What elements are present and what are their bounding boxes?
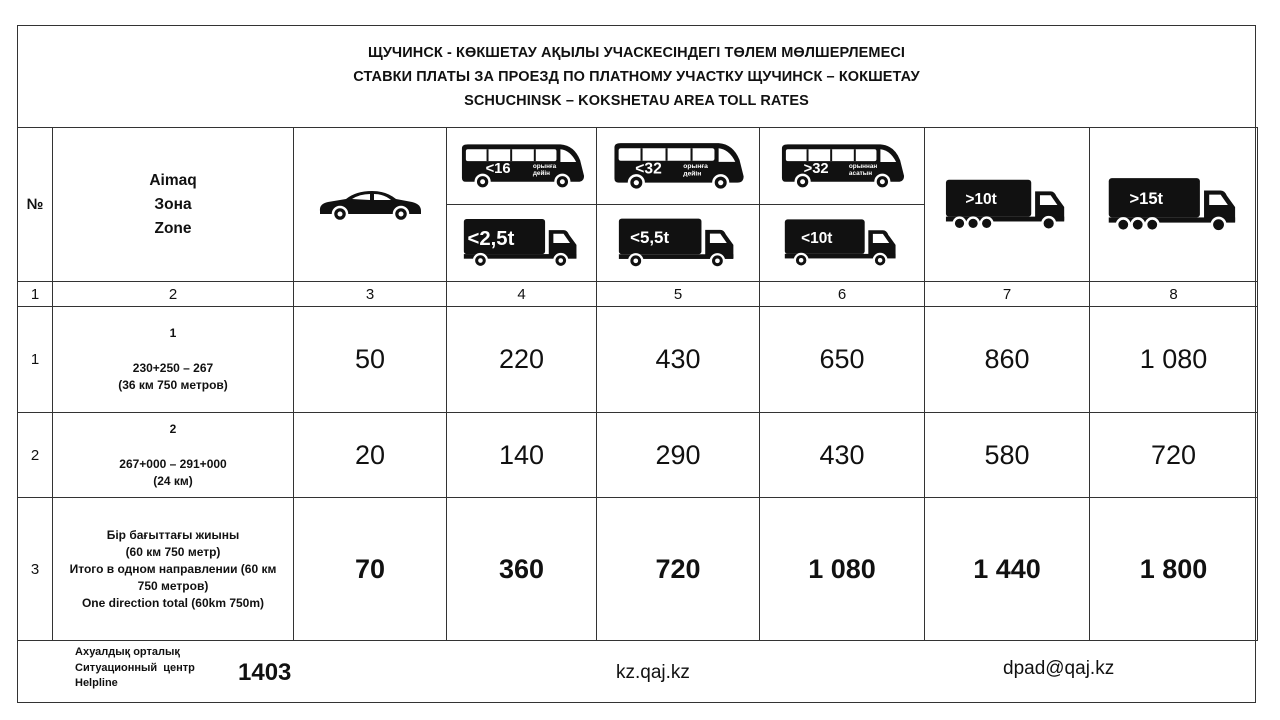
- bus-caption-32-a: орынға: [683, 163, 708, 171]
- truck-icon: [944, 177, 1070, 233]
- rate-value: 290: [597, 413, 760, 498]
- zone-length: (24 км): [153, 473, 193, 488]
- zone-cell: [53, 307, 294, 413]
- rate-value: 220: [447, 307, 597, 413]
- col-number: 8: [1090, 282, 1258, 307]
- total-label-cell: [53, 498, 294, 641]
- total-value: 1 080: [760, 498, 925, 641]
- zone-label-en: Zone: [154, 219, 192, 237]
- col-number: 5: [597, 282, 760, 307]
- header-bus-32: [597, 128, 760, 205]
- footer: [18, 642, 1255, 703]
- header-truck-5-5t: [597, 205, 760, 282]
- helpline-label-kz: Ахуалдық орталық: [75, 646, 180, 658]
- rates-table: [17, 127, 1258, 641]
- bus-icon: [458, 142, 586, 190]
- table-row: [18, 307, 1258, 413]
- total-value: 1 800: [1090, 498, 1258, 641]
- rate-value: 430: [760, 413, 925, 498]
- header-no: [18, 128, 53, 282]
- total-length-kz: (60 км 750 метр): [125, 544, 221, 559]
- zone-cell: [53, 413, 294, 498]
- toll-rates-sheet: [17, 25, 1256, 703]
- rate-value: 860: [925, 307, 1090, 413]
- table-row-total: [18, 498, 1258, 641]
- header-bus-16: [447, 128, 597, 205]
- col-number: 2: [53, 282, 294, 307]
- title-block: [18, 26, 1255, 128]
- helpline-number: 1403: [238, 659, 292, 686]
- col-number: 6: [760, 282, 925, 307]
- rate-value: 20: [294, 413, 447, 498]
- zone-length: (36 км 750 метров): [118, 378, 228, 392]
- bus-sign-over-32: >32: [803, 160, 829, 177]
- rate-value: 140: [447, 413, 597, 498]
- column-numbers-row: [18, 282, 1258, 307]
- truck-label-under-10t: <10t: [801, 230, 833, 247]
- rate-value: 430: [597, 307, 760, 413]
- col-number: 3: [294, 282, 447, 307]
- truck-label-2-5t: <2,5t: [467, 227, 514, 250]
- bus-sign-32: <32: [635, 160, 662, 178]
- header-truck-15t: [1090, 128, 1258, 282]
- col-number: 7: [925, 282, 1090, 307]
- zone-number: 1: [169, 326, 177, 340]
- col-number: 1: [18, 282, 53, 307]
- helpline-label-ru: Ситуационный центр: [75, 661, 195, 674]
- rate-value: 50: [294, 307, 447, 413]
- zone-label-aimaq: Aimaq: [149, 171, 197, 189]
- total-value: 1 440: [925, 498, 1090, 641]
- truck-icon: [617, 216, 739, 270]
- title-kz: ЩУЧИНСК - КӨКШЕТАУ АҚЫЛЫ УЧАСКЕСІНДЕГІ ТӨЛЕМ МӨЛШЕРЛЕМЕСІ: [367, 44, 906, 61]
- row-number: 1: [18, 307, 53, 413]
- total-label-en: One direction total (60km 750m): [81, 595, 265, 610]
- total-label-ru: Итого в одном направлении (60 км: [69, 561, 277, 576]
- bus-caption-32-b: дейін: [683, 170, 702, 178]
- helpline-label-en: Helpline: [75, 677, 118, 689]
- rate-value: 720: [1090, 413, 1258, 498]
- truck-label-over-15t: >15t: [1128, 188, 1163, 208]
- truck-label-5-5t: <5,5t: [630, 228, 670, 247]
- header-truck-10t-small: [760, 205, 925, 282]
- bus-icon: [778, 142, 906, 190]
- bus-icon: [610, 141, 746, 191]
- total-value: 70: [294, 498, 447, 641]
- row-number: 3: [18, 498, 53, 641]
- rate-value: 1 080: [1090, 307, 1258, 413]
- bus-sign-16: <16: [485, 160, 511, 177]
- row-number: 2: [18, 413, 53, 498]
- bus-caption-16-a: орынға: [532, 162, 556, 170]
- truck-icon: [783, 217, 901, 269]
- truck-icon: [462, 217, 582, 269]
- header-truck-10t: [925, 128, 1090, 282]
- header-row-top: [18, 128, 1258, 205]
- title-ru: СТАВКИ ПЛАТЫ ЗА ПРОЕЗД ПО ПЛАТНОМУ УЧАСТКУ ЩУЧИНСК – КОКШЕТАУ: [353, 68, 920, 85]
- website-link[interactable]: kz.qaj.kz: [616, 662, 690, 683]
- helpline-labels: [75, 645, 195, 692]
- header-bus-over-32: [760, 128, 925, 205]
- zone-range: 230+250 – 267: [132, 361, 214, 375]
- col-number: 4: [447, 282, 597, 307]
- table-row: [18, 413, 1258, 498]
- zone-label-ru: Зона: [154, 195, 192, 213]
- truck-icon: [1103, 176, 1245, 234]
- no-label: №: [26, 195, 44, 213]
- total-label-ru-cont: 750 метров): [137, 578, 209, 593]
- total-value: 360: [447, 498, 597, 641]
- total-value: 720: [597, 498, 760, 641]
- header-truck-2-5t: [447, 205, 597, 282]
- zone-range: 267+000 – 291+000: [119, 456, 227, 471]
- truck-label-over-10t: >10t: [965, 190, 997, 208]
- header-zone: [53, 128, 294, 282]
- rate-value: 580: [925, 413, 1090, 498]
- header-car: [294, 128, 447, 282]
- car-icon: [316, 187, 424, 223]
- bus-caption-over-32-a: орыннан: [848, 162, 878, 170]
- zone-number: 2: [169, 421, 177, 436]
- title-en: SCHUCHINSK – KOKSHETAU AREA TOLL RATES: [464, 92, 809, 109]
- total-label-kz: Бір бағыттағы жиыны: [106, 527, 240, 542]
- email-link[interactable]: dpad@qaj.kz: [1003, 658, 1115, 679]
- bus-caption-over-32-b: асатын: [848, 169, 873, 177]
- bus-caption-16-b: дейін: [532, 169, 550, 177]
- rate-value: 650: [760, 307, 925, 413]
